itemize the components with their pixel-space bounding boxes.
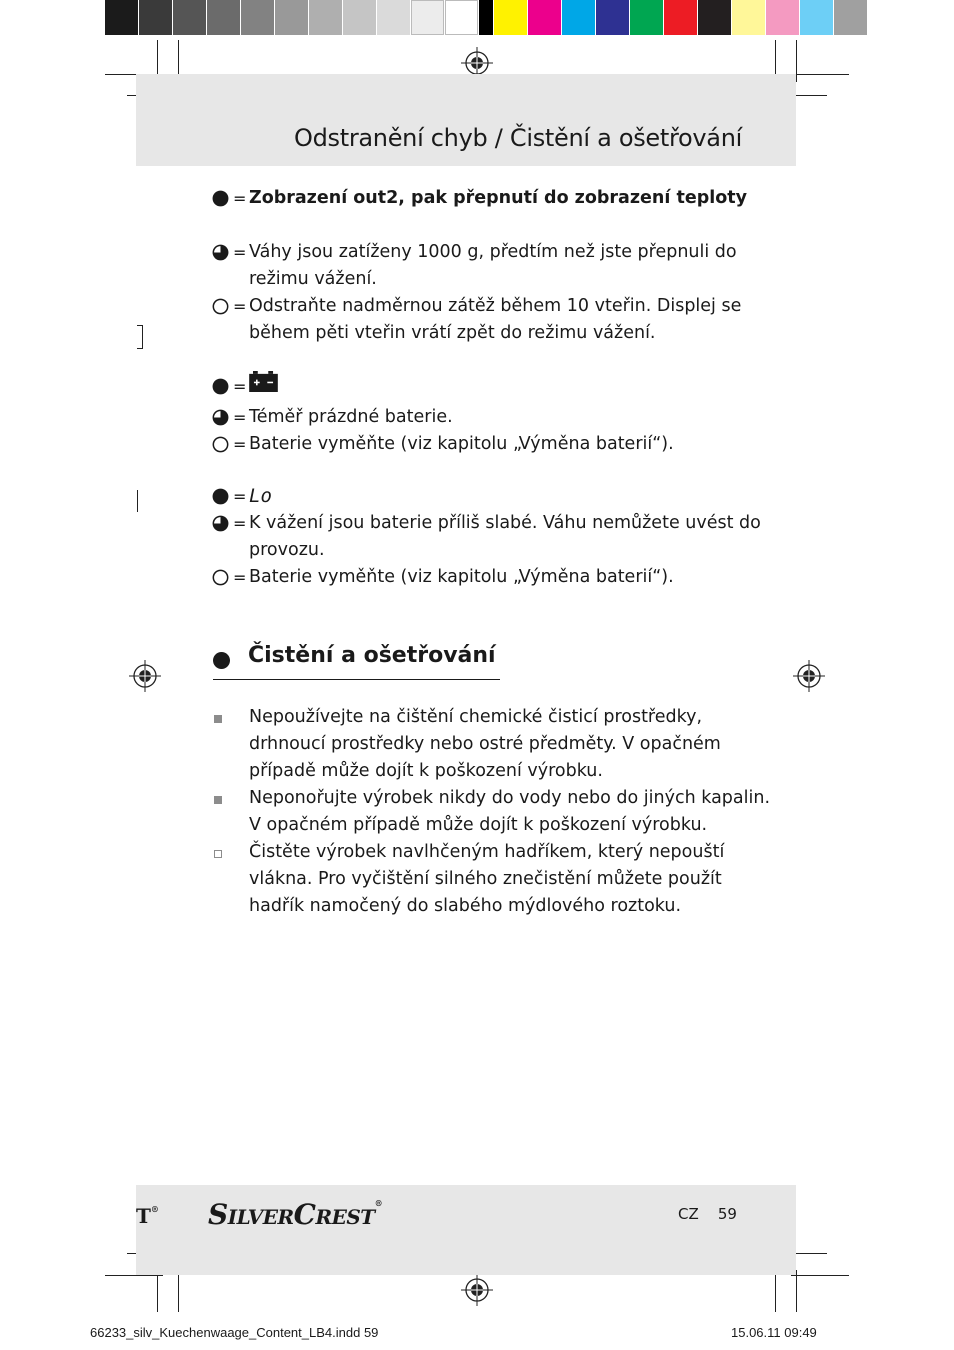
cleaning-list-item [212, 704, 772, 785]
status-row [212, 239, 772, 293]
page-title: Odstranění chyb / Čistění a ošetřování [293, 124, 742, 152]
color-swatch [445, 0, 478, 35]
status-row [212, 293, 772, 347]
equals-sign: = [233, 377, 247, 396]
color-swatch [173, 0, 206, 35]
crop-mark [775, 1270, 776, 1312]
status-description: Téměř prázdné baterie. [249, 407, 453, 427]
lcd-display-text: Lo [249, 485, 272, 507]
color-swatch [377, 0, 410, 35]
status-row [212, 431, 772, 458]
indicator-empty-icon [212, 569, 229, 586]
indicator-partial-icon [212, 409, 229, 426]
crop-mark [157, 1270, 158, 1312]
color-swatch [241, 0, 274, 35]
indicator-empty-icon [212, 298, 229, 315]
color-swatch [207, 0, 240, 35]
color-swatch [766, 0, 799, 35]
color-swatch [309, 0, 342, 35]
print-slug-filename: 66233_silv_Kuechenwaage_Content_LB4.indd 59 [90, 1325, 379, 1340]
indicator-partial-icon [212, 244, 229, 261]
crop-mark [791, 1275, 849, 1276]
color-swatch [139, 0, 172, 35]
registration-mark-icon [461, 1274, 493, 1306]
equals-sign: = [233, 514, 247, 533]
margin-mark [137, 325, 143, 349]
battery-icon [249, 371, 278, 392]
indicator-empty-icon [212, 436, 229, 453]
crop-mark [178, 1270, 179, 1312]
color-swatch [105, 0, 138, 35]
square-bullet-icon [214, 715, 222, 723]
color-swatch [562, 0, 595, 35]
color-swatch [479, 0, 493, 35]
page-number: CZ 59 [678, 1205, 737, 1223]
print-slug-date: 15.06.11 09:49 [731, 1325, 817, 1340]
crop-mark [105, 1275, 163, 1276]
hollow-square-bullet-icon [214, 850, 222, 858]
color-swatch [800, 0, 833, 35]
color-swatch [732, 0, 765, 35]
cleaning-instruction-text: Neponořujte výrobek nikdy do vody nebo do jiných kapalin. V opačném případě může dojít k poškození výrobku. [249, 788, 771, 835]
registration-mark-icon [129, 660, 161, 692]
color-swatch [630, 0, 663, 35]
crop-mark [796, 40, 797, 82]
status-row [212, 404, 772, 431]
equals-sign: = [233, 487, 247, 506]
logo-fragment: T® [136, 1204, 159, 1228]
cleaning-list-item [212, 839, 772, 920]
registration-mark-icon [793, 660, 825, 692]
color-swatch [411, 0, 444, 35]
status-row [212, 564, 772, 591]
status-row [212, 510, 772, 564]
section-bullet-icon [213, 652, 230, 669]
color-swatch [698, 0, 731, 35]
cleaning-instruction-text: Čistěte výrobek navlhčeným hadříkem, který nepouští vlákna. Pro vyčištění silného znečistění můžete použít hadřík namočený do slabého mýdlového roztoku. [249, 842, 725, 916]
color-swatch [664, 0, 697, 35]
color-swatch [494, 0, 527, 35]
color-swatch [834, 0, 867, 35]
indicator-full-icon [212, 190, 229, 207]
indicator-full-icon [212, 378, 229, 395]
section-title: Čistění a ošetřování [248, 643, 496, 668]
equals-sign: = [233, 568, 247, 587]
cleaning-instruction-text: Nepoužívejte na čištění chemické čisticí prostředky, drhnoucí prostředky nebo ostré předměty. V opačném případě může dojít k poškození výrobku. [249, 707, 721, 781]
status-description: Odstraňte nadměrnou zátěž během 10 vteřin. Displej se během pěti vteřin vrátí zpět do režimu vážení. [249, 296, 742, 343]
status-row [212, 373, 772, 400]
equals-sign: = [233, 297, 247, 316]
status-row [212, 185, 772, 212]
color-swatch [528, 0, 561, 35]
section-underline [213, 679, 500, 680]
color-swatch [596, 0, 629, 35]
equals-sign: = [233, 189, 247, 208]
color-swatch [275, 0, 308, 35]
indicator-partial-icon [212, 515, 229, 532]
status-row [212, 483, 772, 510]
crop-mark [791, 1253, 827, 1254]
status-description: Baterie vyměňte (viz kapitolu „Výměna baterií“). [249, 567, 674, 587]
square-bullet-icon [214, 796, 222, 804]
header-band [136, 74, 796, 166]
equals-sign: = [233, 435, 247, 454]
margin-mark [137, 490, 138, 512]
silvercrest-logo: SILVERCREST® [208, 1198, 383, 1231]
equals-sign: = [233, 243, 247, 262]
status-description: Zobrazení out2, pak přepnutí do zobrazení teploty [249, 188, 748, 208]
crop-mark [791, 74, 849, 75]
color-swatch [343, 0, 376, 35]
crop-mark [796, 1270, 797, 1312]
indicator-full-icon [212, 488, 229, 505]
status-description: Váhy jsou zatíženy 1000 g, předtím než jste přepnuli do režimu vážení. [249, 242, 737, 289]
cleaning-list-item [212, 785, 772, 839]
status-description: Baterie vyměňte (viz kapitolu „Výměna baterií“). [249, 434, 674, 454]
equals-sign: = [233, 408, 247, 427]
status-description: K vážení jsou baterie příliš slabé. Váhu nemůžete uvést do provozu. [249, 513, 761, 560]
crop-mark [791, 95, 827, 96]
